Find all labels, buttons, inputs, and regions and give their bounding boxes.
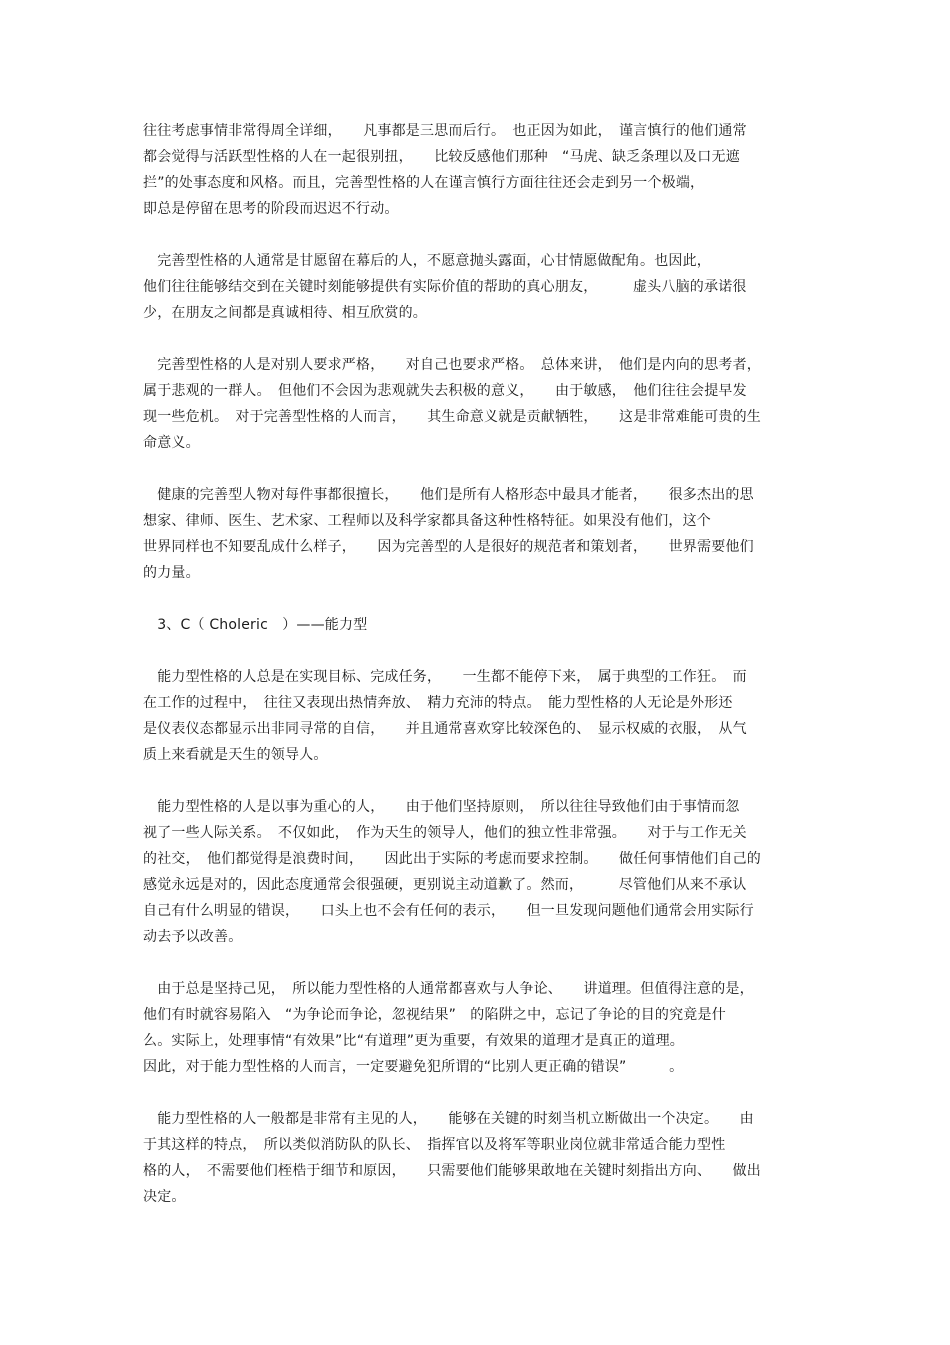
text-line: 3、C（ Choleric ）——能力型 [143, 617, 368, 633]
text-line: 的社交， 他们都觉得是浪费时间， 因此出于实际的考虑而要求控制。 做任何事情他们自己的 [143, 851, 761, 867]
text-line: 现一些危机。 对于完善型性格的人而言， 其生命意义就是贡献牺牲， 这是非常难能可贵的生 [143, 409, 761, 425]
text-line: 格的人， 不需要他们桎梏于细节和原因， 只需要他们能够果敢地在关键时刻指出方向、 做出 [143, 1163, 761, 1179]
text-line: 动去予以改善。 [143, 929, 243, 945]
section-heading [143, 612, 808, 638]
text-line: 健康的完善型人物对每件事都很擅长， 他们是所有人格形态中最具才能者， 很多杰出的思 [143, 487, 754, 503]
text-line: 的力量。 [143, 565, 200, 581]
text-line: 命意义。 [143, 435, 200, 451]
text-line: 质上来看就是天生的领导人。 [143, 747, 328, 763]
paragraph [143, 1106, 808, 1210]
text-line: 么。实际上，处理事情“有效果”比“有道理”更为重要，有效果的道理才是真正的道理。 [143, 1033, 685, 1049]
text-line: 感觉永远是对的，因此态度通常会很强硬，更别说主动道歉了。然而， 尽管他们从来不承认 [143, 877, 747, 893]
text-line: 往往考虑事情非常得周全详细， 凡事都是三思而后行。 也正因为如此， 谨言慎行的他们通常 [143, 123, 747, 139]
text-line: 是仪表仪态都显示出非同寻常的自信， 并且通常喜欢穿比较深色的、 显示权威的衣服， 从气 [143, 721, 747, 737]
text-line: 想家、律师、医生、艺术家、工程师以及科学家都具备这种性格特征。如果没有他们，这个 [143, 513, 711, 529]
paragraph [143, 352, 808, 456]
paragraph [143, 664, 808, 768]
paragraph [143, 794, 808, 950]
text-line: 少，在朋友之间都是真诚相待、相互欣赏的。 [143, 305, 427, 321]
text-line: 属于悲观的一群人。 但他们不会因为悲观就失去积极的意义， 由于敏感， 他们往往会提早发 [143, 383, 747, 399]
paragraph [143, 248, 808, 326]
text-line: 能力型性格的人是以事为重心的人， 由于他们坚持原则， 所以往往导致他们由于事情而忽 [143, 799, 740, 815]
paragraph [143, 482, 808, 586]
text-line: 拦”的处事态度和风格。而且，完善型性格的人在谨言慎行方面往往还会走到另一个极端， [143, 175, 705, 191]
text-line: 即总是停留在思考的阶段而迟迟不行动。 [143, 201, 399, 217]
text-line: 决定。 [143, 1189, 186, 1205]
text-line: 他们有时就容易陷入 “为争论而争论，忽视结果” 的陷阱之中，忘记了争论的目的究竟是什 [143, 1007, 726, 1023]
text-line: 世界同样也不知要乱成什么样子， 因为完善型的人是很好的规范者和策划者， 世界需要他们 [143, 539, 754, 555]
text-line: 视了一些人际关系。 不仅如此， 作为天生的领导人，他们的独立性非常强。 对于与工作无关 [143, 825, 747, 841]
paragraph [143, 118, 808, 222]
text-line: 由于总是坚持己见， 所以能力型性格的人通常都喜欢与人争论、 讲道理。但值得注意的是， [143, 981, 754, 997]
text-line: 完善型性格的人是对别人要求严格， 对自己也要求严格。 总体来讲， 他们是内向的思考者， [143, 357, 761, 373]
text-line: 都会觉得与活跃型性格的人在一起很别扭， 比较反感他们那种 “马虎、缺乏条理以及口无遮 [143, 149, 740, 165]
text-line: 自己有什么明显的错误， 口头上也不会有任何的表示， 但一旦发现问题他们通常会用实际行 [143, 903, 754, 919]
text-line: 能力型性格的人一般都是非常有主见的人， 能够在关键的时刻当机立断做出一个决定。 由 [143, 1111, 754, 1127]
text-line: 能力型性格的人总是在实现目标、完成任务， 一生都不能停下来， 属于典型的工作狂。 而 [143, 669, 747, 685]
text-line: 因此，对于能力型性格的人而言，一定要避免犯所谓的“比别人更正确的错误” 。 [143, 1059, 684, 1075]
paragraph [143, 976, 808, 1080]
text-line: 他们往往能够结交到在关键时刻能够提供有实际价值的帮助的真心朋友， 虚头八脑的承诺很 [143, 279, 747, 295]
text-line: 于其这样的特点， 所以类似消防队的队长、 指挥官以及将军等职业岗位就非常适合能力型性 [143, 1137, 726, 1153]
text-line: 完善型性格的人通常是甘愿留在幕后的人，不愿意抛头露面，心甘情愿做配角。也因此， [143, 253, 711, 269]
document-body [143, 118, 808, 1236]
text-line: 在工作的过程中， 往往又表现出热情奔放、 精力充沛的特点。 能力型性格的人无论是外形还 [143, 695, 733, 711]
